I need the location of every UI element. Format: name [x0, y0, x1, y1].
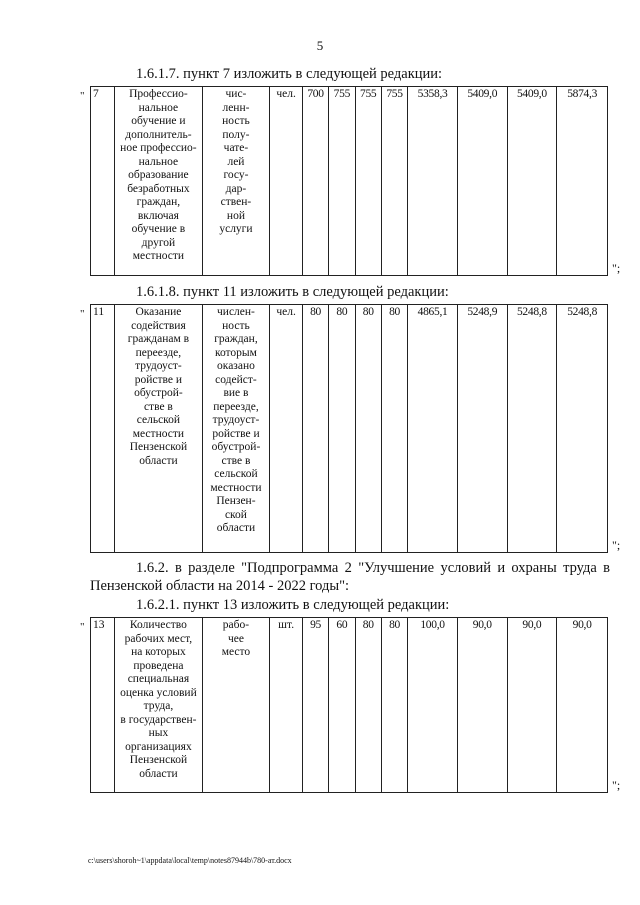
- row-unit: шт.: [270, 618, 302, 793]
- closing-quote-1: ";: [612, 261, 621, 275]
- row-value: 80: [302, 305, 328, 553]
- table-row-13: [90, 617, 608, 793]
- row-name: Оказание содействия гражданам в переезде, трудоуст- ройстве и обустрой- стве в сельской местности Пензенской области: [115, 305, 202, 553]
- row-value: 80: [381, 618, 407, 793]
- row-indicator: рабо- чее место: [202, 618, 270, 793]
- row-value: 5409,0: [507, 87, 557, 276]
- row-unit: чел.: [270, 305, 302, 553]
- row-indicator: чис- ленн- ность полу- чате- лей госу- дар- ствен- ной услуги: [202, 87, 270, 276]
- row-value: 4865,1: [408, 305, 458, 553]
- opening-quote-2: ": [80, 308, 85, 320]
- row-value: 80: [355, 305, 381, 553]
- closing-quote-3: ";: [612, 778, 621, 792]
- row-value: 5409,0: [457, 87, 507, 276]
- row-value: 90,0: [507, 618, 557, 793]
- row-value: 80: [381, 305, 407, 553]
- row-value: 5248,9: [457, 305, 507, 553]
- row-value: 80: [329, 305, 355, 553]
- row-name: Количество рабочих мест, на которых проведена специальная оценка условий труда, в государствен- ных организациях Пензенской области: [115, 618, 202, 793]
- row-value: 100,0: [408, 618, 458, 793]
- row-name: Профессио- нальное обучение и дополнитель- ное профессио- нальное образование безработных граждан, включая обучение в другой местности: [115, 87, 202, 276]
- row-number: 7: [91, 87, 115, 276]
- row-value: 95: [302, 618, 328, 793]
- row-value: 700: [302, 87, 328, 276]
- row-indicator: числен- ность граждан, которым оказано содейст- вие в переезде, трудоуст- ройстве и обустрой- стве в сельской местности Пензен- ской области: [202, 305, 270, 553]
- page-number: 5: [316, 38, 324, 53]
- row-number: 11: [91, 305, 115, 553]
- row-value: 5874,3: [557, 87, 608, 276]
- row-value: 5248,8: [507, 305, 557, 553]
- section-heading-1: 1.6.1.7. пункт 7 изложить в следующей редакции:: [136, 66, 443, 82]
- table-row-11: [90, 304, 608, 553]
- row-number: 13: [91, 618, 115, 793]
- row-value: 80: [355, 618, 381, 793]
- row-value: 90,0: [557, 618, 608, 793]
- row-value: 755: [381, 87, 407, 276]
- section-paragraph: 1.6.2. в разделе "Подпрограмма 2 "Улучшение условий и охраны труда в Пензенской области на 2014 - 2022 годы":: [90, 560, 610, 594]
- section-heading-2: 1.6.1.8. пункт 11 изложить в следующей редакции:: [136, 284, 449, 300]
- table-row-7: [90, 86, 608, 276]
- section-heading-3: 1.6.2.1. пункт 13 изложить в следующей редакции:: [136, 597, 450, 613]
- closing-quote-2: ";: [612, 538, 621, 552]
- opening-quote-1: ": [80, 90, 85, 102]
- row-value: 90,0: [457, 618, 507, 793]
- row-value: 60: [329, 618, 355, 793]
- opening-quote-3: ": [80, 621, 85, 633]
- row-unit: чел.: [270, 87, 302, 276]
- row-value: 755: [329, 87, 355, 276]
- document-path: c:\users\shoroh~1\appdata\local\temp\notes87944b\780-ат.docx: [88, 856, 292, 865]
- row-value: 755: [355, 87, 381, 276]
- row-value: 5248,8: [557, 305, 608, 553]
- row-value: 5358,3: [408, 87, 458, 276]
